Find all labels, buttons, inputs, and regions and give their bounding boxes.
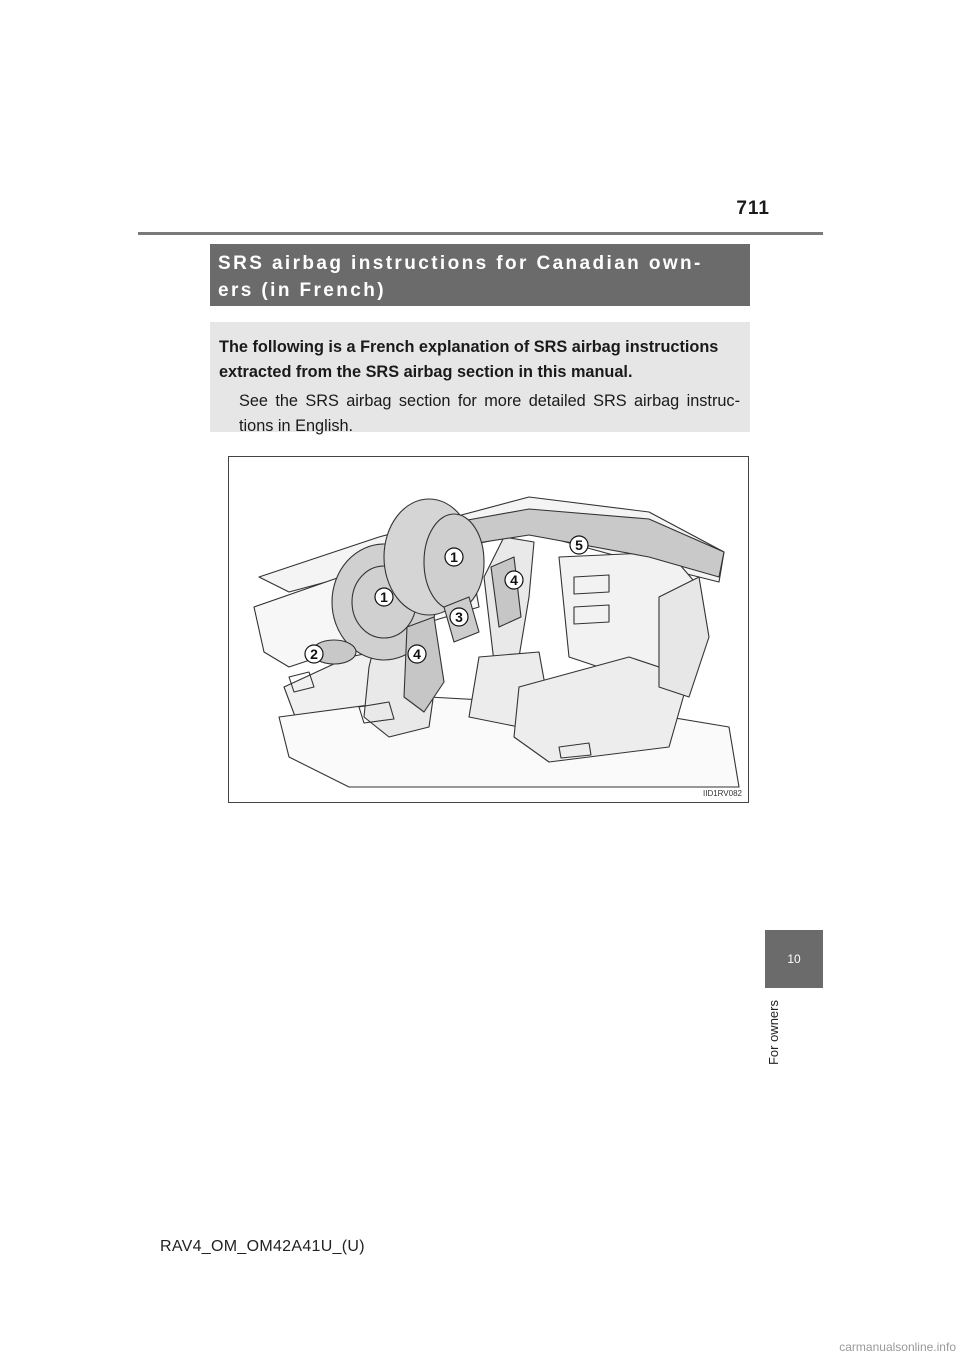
airbag-location-illustration [228, 456, 749, 803]
callout-5 [570, 536, 588, 554]
callout-1-passenger [445, 548, 463, 566]
chapter-label [766, 1000, 796, 1072]
callout-2 [305, 645, 323, 663]
info-lead-text: The following is a French explanation of SRS airbag instructions extracted from the SRS airbag section in this manual. [219, 338, 719, 381]
car-interior-drawing [229, 457, 749, 803]
section-title [210, 244, 750, 306]
callout-3 [450, 608, 468, 626]
page-number: 711 [736, 198, 770, 219]
callout-label: 1 [450, 549, 458, 565]
callout-label: 3 [455, 609, 463, 625]
document-code: RAV4_OM_OM42A41U_(U) [160, 1238, 365, 1255]
callout-label: 4 [510, 572, 518, 588]
callout-label: 1 [380, 589, 388, 605]
section-title-line-2: ers (in French) [218, 280, 386, 301]
callout-label: 4 [413, 646, 421, 662]
callout-4-front [408, 645, 426, 663]
header-rule [138, 232, 823, 235]
callout-1-driver [375, 588, 393, 606]
info-note-text: See the SRS airbag section for more detailed SRS airbag instruc-tions in English. [239, 392, 740, 435]
callout-4-rear [505, 571, 523, 589]
callout-label: 2 [310, 646, 318, 662]
watermark: carmanualsonline.info [839, 1340, 956, 1354]
callout-label: 5 [575, 537, 583, 553]
chapter-tab: 10 [765, 930, 823, 988]
info-box [210, 322, 750, 435]
section-title-line-1: SRS airbag instructions for Canadian own- [218, 253, 703, 274]
chapter-label-text: For owners [766, 1000, 781, 1066]
figure-code: IID1RV082 [703, 789, 742, 798]
